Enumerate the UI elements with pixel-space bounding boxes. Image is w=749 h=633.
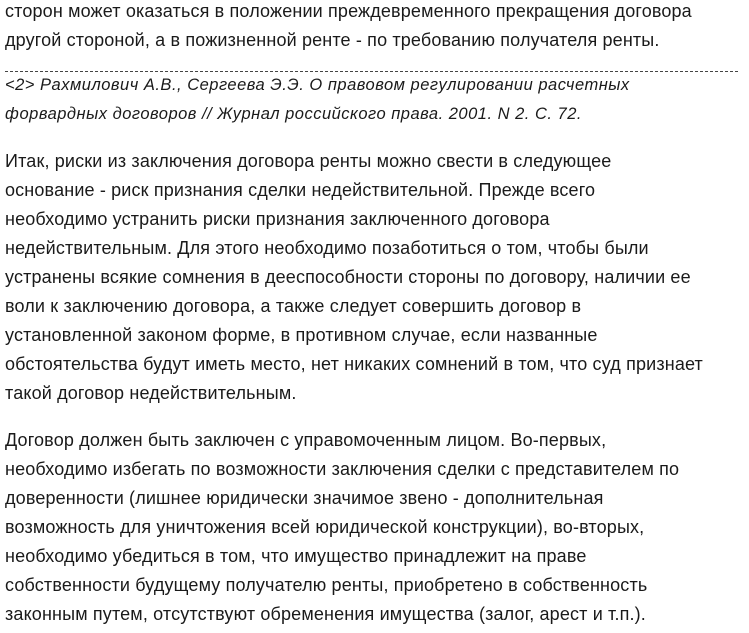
- footnote-line: <2> Рахмилович А.В., Сергеева Э.Э. О правовом регулировании расчетных: [5, 76, 630, 94]
- text-line: необходимо убедиться в том, что имущество принадлежит на праве: [5, 546, 587, 566]
- text-line: Договор должен быть заключен с управомоченным лицом. Во-первых,: [5, 430, 607, 450]
- text-line: другой стороной, а в пожизненной ренте - по требованию получателя ренты.: [5, 30, 660, 50]
- text-line: законным путем, отсутствуют обременения имущества (залог, арест и т.п.).: [5, 604, 646, 624]
- text-line: установленной законом форме, в противном случае, если названные: [5, 325, 598, 345]
- text-line: воли к заключению договора, а также следует совершить договор в: [5, 296, 582, 316]
- text-line: собственности будущему получателю ренты, приобретено в собственность: [5, 575, 648, 595]
- text-line: необходимо избегать по возможности заключения сделки с представителем по: [5, 459, 680, 479]
- text-line: необходимо устранить риски признания заключенного договора: [5, 209, 550, 229]
- text-line: возможность для уничтожения всей юридической конструкции), во-вторых,: [5, 517, 645, 537]
- text-line: доверенности (лишнее юридически значимое звено - дополнительная: [5, 488, 604, 508]
- text-line: основание - риск признания сделки недействительной. Прежде всего: [5, 180, 596, 200]
- text-line: сторон может оказаться в положении преждевременного прекращения договора: [5, 1, 692, 21]
- text-line: Итак, риски из заключения договора ренты можно свести в следующее: [5, 151, 612, 171]
- footnote-line: форвардных договоров // Журнал российского права. 2001. N 2. С. 72.: [5, 105, 582, 123]
- text-line: недействительным. Для этого необходимо позаботиться о том, чтобы были: [5, 238, 649, 258]
- text-line: устранены всякие сомнения в дееспособности стороны по договору, наличии ее: [5, 267, 691, 287]
- text-line: такой договор недействительным.: [5, 383, 297, 403]
- text-line: обстоятельства будут иметь место, нет никаких сомнений в том, что суд признает: [5, 354, 703, 374]
